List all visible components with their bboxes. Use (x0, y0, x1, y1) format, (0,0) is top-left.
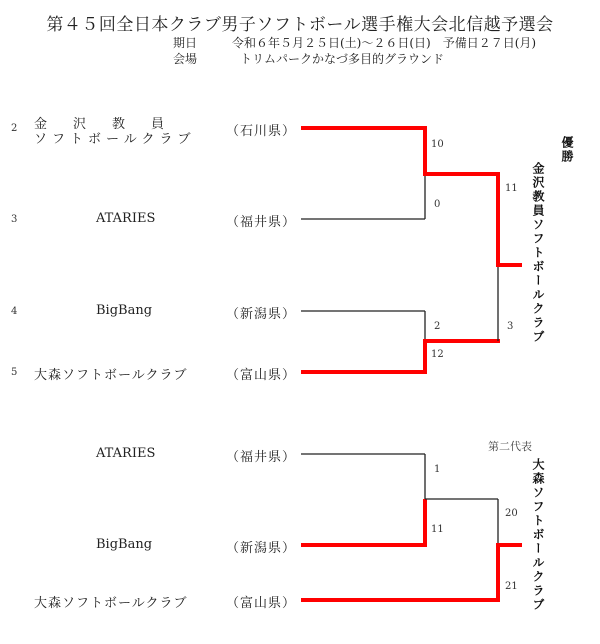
team-prefecture: （新潟県） (226, 541, 297, 556)
team-name: BigBang (96, 537, 153, 552)
second-rep-label: 第二代表 (488, 440, 532, 453)
bracket1-lines (301, 126, 522, 374)
score: 10 (431, 139, 444, 150)
second-rep-team: 大森ソフトボールクラブ (531, 458, 545, 612)
team-prefecture: （富山県） (226, 368, 297, 383)
score: 21 (505, 581, 518, 592)
score: 3 (507, 321, 514, 332)
team-name: BigBang (96, 303, 153, 318)
seed-number: 2 (11, 123, 18, 134)
score: 0 (434, 199, 441, 210)
score: 12 (431, 349, 444, 360)
page-title: 第４５回全日本クラブ男子ソフトボール選手権大会北信越予選会 (46, 15, 554, 35)
score: 1 (434, 464, 441, 475)
bracket2-lines (301, 454, 522, 602)
team-prefecture: （富山県） (226, 596, 297, 611)
seed-number: 4 (11, 306, 18, 317)
team-prefecture: （福井県） (226, 450, 297, 465)
team-name: ATARIES (96, 446, 156, 461)
score: 20 (505, 508, 518, 519)
team-name: 大森ソフトボールクラブ (34, 596, 188, 611)
champion-label: 優勝 (560, 136, 574, 164)
score: 2 (434, 321, 441, 332)
team-name-line1: 金 沢 教 員 (34, 117, 165, 132)
team-prefecture: （石川県） (226, 124, 297, 139)
date-value: 令和６年５月２５日(土)～２６日(日) 予備日２７日(月) (232, 36, 537, 50)
seed-number: 5 (11, 367, 18, 378)
score: 11 (505, 183, 518, 194)
venue-label: 会場 (173, 52, 198, 66)
score: 11 (431, 524, 444, 535)
champion-team: 金沢教員ソフトボールクラブ (531, 162, 545, 344)
team-name: 大森ソフトボールクラブ (34, 368, 188, 383)
venue-value: トリムパークかなづ多目的グラウンド (240, 52, 445, 66)
team-prefecture: （福井県） (226, 215, 297, 230)
team-name: ATARIES (96, 211, 156, 226)
team-name-line2: ソフトボールクラブ (34, 132, 196, 147)
seed-number: 3 (11, 214, 18, 225)
team-prefecture: （新潟県） (226, 307, 297, 322)
date-label: 期日 (173, 36, 198, 50)
